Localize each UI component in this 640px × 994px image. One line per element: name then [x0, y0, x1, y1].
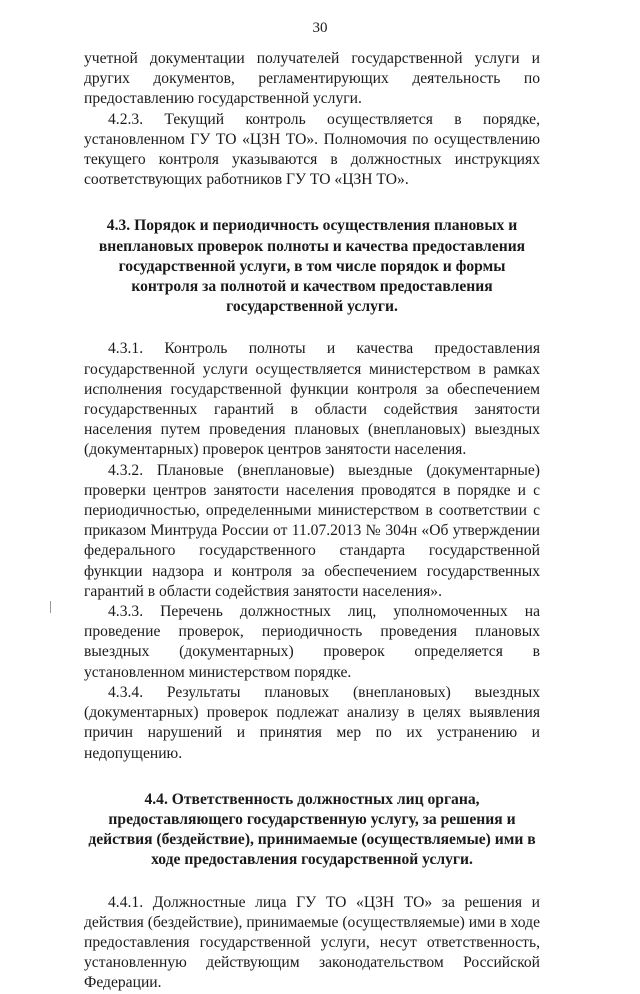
document-body — [84, 49, 540, 994]
paragraph-continuation: учетной документации получателей государственной услуги и других документов, регламентирующих деятельность по предоставлению государственной услуги. — [84, 50, 540, 108]
margin-scan-mark — [50, 601, 51, 613]
paragraph-4-4-1: 4.4.1. Должностные лица ГУ ТО «ЦЗН ТО» за решения и действия (бездействие), принимаемые (осуществляемые) ими в ходе предоставления государственной услуги, несут ответственность, установленную действующим законодательством Российской Федерации. — [84, 893, 540, 992]
paragraph-4-3-4: 4.3.4. Результаты плановых (внеплановых) выездных (документарных) проверок подлежат анализу в целях выявления причин нарушений и принятия мер по их устранению и недопущению. — [84, 683, 540, 762]
section-heading-4-3: 4.3. Порядок и периодичность осуществления плановых и внеплановых проверок полноты и качества предоставления государственной услуги, в том числе порядок и формы контроля за полнотой и качеством предоставления государственной услуги. — [98, 217, 526, 316]
spacer — [84, 871, 540, 893]
paragraph-4-3-1: 4.3.1. Контроль полноты и качества предоставления государственной услуги осуществляется министерством в рамках исполнения государственной функции контроля за обеспечением государственных гарантий в области содействия занятости населения путем проведения плановых (внеплановых) выездных (документарных) проверок центров занятости населения. — [84, 340, 540, 459]
paragraph-4-3-3: 4.3.3. Перечень должностных лиц, уполномоченных на проведение проверок, периодичность проведения плановых выездных (документарных) проверок определяется в установленном министерством порядке. — [84, 603, 540, 681]
spacer — [84, 190, 540, 216]
paragraph-4-2-3: 4.2.3. Текущий контроль осуществляется в порядке, установленном ГУ ТО «ЦЗН ТО». Полномочия по осуществлению текущего контроля указываются в должностных инструкциях соответствующих работников ГУ ТО «ЦЗН ТО». — [84, 110, 540, 189]
spacer — [84, 764, 540, 790]
page-number: 30 — [312, 20, 328, 36]
section-heading-4-4: 4.4. Ответственность должностных лиц органа, предоставляющего государственную услугу, за решения и действия (бездействие), принимаемые (осуществляемые) ими в ходе предоставления государственной услуги. — [88, 790, 536, 869]
paragraph-4-3-2: 4.3.2. Плановые (внеплановые) выездные (документарные) проверки центров занятости населения проводятся в порядке и с периодичностью, определенными министерством в соответствии с приказом Минтруда России от 11.07.2013 № 304н «Об утверждении федерального государственного стандарта государственной функции надзора и контроля за обеспечением государственных гарантий в области содействия занятости населения». — [84, 461, 540, 600]
spacer — [84, 317, 540, 339]
